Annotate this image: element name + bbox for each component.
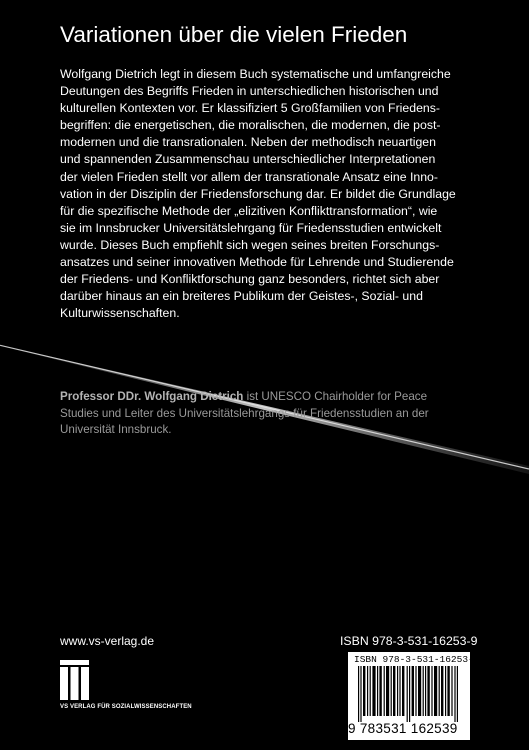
description-line: der Friedens- und Konfliktforschung ganz besonders, richtet sich aber <box>60 272 440 287</box>
author-role: ist UNESCO Chairholder for Peace <box>243 390 428 403</box>
author-bio-line: Universität Innsbruck. <box>60 423 172 436</box>
description-line: vation in der Disziplin der Friedensforschung dar. Er bildet die Grundlage <box>60 186 456 201</box>
book-title: Variationen über die vielen Frieden <box>60 22 408 47</box>
description-line: ansatzes und seiner innovativen Methode für Lehrende und Studierende <box>60 255 454 270</box>
vs-verlag-logo-icon <box>60 660 200 700</box>
description-line: und spannenden Zusammenschau unterschiedlicher Interpretationen <box>60 152 436 167</box>
barcode-digits: 9 783531 162539 <box>348 721 458 736</box>
description-line: Wolfgang Dietrich legt in diesem Buch systematische und umfangreiche <box>60 67 451 81</box>
description-line: Deutungen des Begriffs Frieden in unterschiedlichen historischen und <box>60 84 439 99</box>
author-bio <box>60 389 480 439</box>
description-line: begriffen: die energetischen, die moralischen, die modernen, die post- <box>60 118 441 133</box>
description-line: wurde. Dieses Buch empfiehlt sich wegen seines breiten Forschungs- <box>60 237 440 252</box>
description-line: kulturellen Kontexten vor. Er klassifiziert 5 Großfamilien von Friedens- <box>60 101 440 116</box>
description-line: der vielen Frieden stellt vor allem der transrationale Ansatz eine Inno- <box>60 169 438 184</box>
description-line: sie im Innsbrucker Universitätslehrgang für Friedensstudien entwickelt <box>60 220 442 235</box>
publisher-website: www.vs-verlag.de <box>60 634 155 648</box>
isbn-label: ISBN 978-3-531-16253-9 <box>340 634 478 648</box>
description-line: darüber hinaus an ein breiteres Publikum der Geistes-, Sozial- und <box>60 289 423 304</box>
description-line: Kulturwissenschaften. <box>60 306 180 321</box>
description-line: modernen und die transrationalen. Neben der methodisch neuartigen <box>60 135 436 150</box>
author-name: Professor DDr. Wolfgang Dietrich <box>60 390 244 403</box>
author-bio-line: Studies und Leiter des Universitätslehrgangs für Friedensstudien an der <box>60 406 429 420</box>
description-line: für die spezifische Methode der „elizitiven Konflikttransformation“, wie <box>60 203 438 218</box>
isbn-barcode <box>348 652 480 740</box>
barcode-isbn-text: ISBN 978-3-531-16253-9 <box>354 654 480 665</box>
barcode-bars-icon <box>348 666 470 722</box>
book-description <box>60 66 470 322</box>
author-bio-line <box>60 389 480 406</box>
publisher-name: VS VERLAG FÜR SOZIALWISSENSCHAFTEN <box>60 704 192 710</box>
